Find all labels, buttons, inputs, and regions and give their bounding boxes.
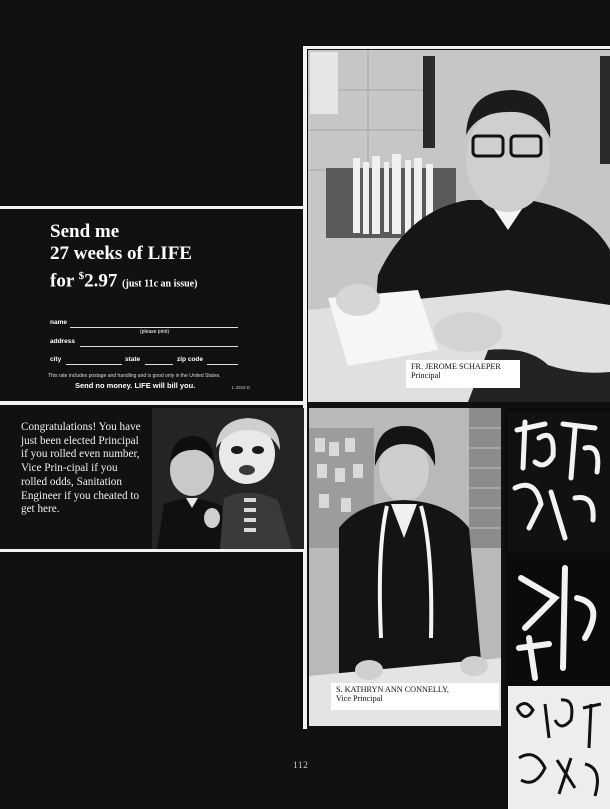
graffiti-art-panel — [505, 408, 610, 809]
ad-line-3 — [50, 265, 197, 295]
vice-principal-illustration — [309, 408, 501, 726]
ad-price-note: (just 11c an issue) — [122, 278, 198, 290]
form-city-label: city — [50, 356, 62, 363]
ad-line-2: 27 weeks of LIFE — [50, 243, 192, 264]
students-photo — [152, 408, 304, 549]
students-illustration — [152, 408, 304, 549]
ad-headline — [50, 221, 197, 295]
form-state-line — [145, 364, 173, 365]
vice-principal-caption — [331, 683, 499, 710]
form-please-print: (please print) — [140, 329, 170, 335]
ad-price-prefix: for — [50, 270, 79, 292]
page-number: 112 — [293, 761, 309, 771]
congrats-caption: Congratulations! You have just been elected Principal if you rolled even number, Vice Prin-cipal if you rolled odds, Sanitation Engineer if you cheated to get here. — [21, 421, 141, 516]
vice-principal-photo — [309, 408, 501, 726]
form-zip-line — [207, 364, 238, 365]
vice-principal-title: Vice Principal — [336, 694, 383, 703]
ad-line-1: Send me — [50, 221, 120, 242]
principal-caption — [406, 360, 520, 388]
ad-bottom-line: Send no money. LIFE will bill you. — [75, 381, 196, 390]
ad-top-rule — [0, 206, 305, 209]
vice-principal-name: S. KATHRYN ANN CONNELLY, — [336, 685, 449, 694]
principal-photo — [308, 50, 610, 402]
vertical-rule — [303, 46, 307, 729]
principal-title: Principal — [411, 371, 441, 380]
form-address-line — [80, 346, 238, 347]
ad-price: 2.97 — [84, 270, 118, 292]
top-right-rule — [305, 46, 610, 49]
form-name-label: name — [50, 319, 67, 326]
form-name-line — [70, 327, 238, 328]
graffiti-illustration — [505, 408, 610, 809]
ad-code: L 3318 D — [232, 385, 251, 390]
ad-fine-print: This rate includes postage and handling and is good only in the United States. — [48, 373, 221, 379]
caption-bottom-rule — [0, 549, 305, 552]
form-address-label: address — [50, 338, 75, 345]
ad-bottom-rule — [0, 401, 305, 405]
principal-name: FR. JEROME SCHAEPER — [411, 362, 501, 371]
form-state-label: state — [125, 356, 141, 363]
form-city-line — [66, 364, 122, 365]
form-zip-label: zip code — [177, 356, 204, 363]
principal-illustration — [308, 50, 610, 402]
ad-price-dollar: $ — [78, 270, 85, 282]
